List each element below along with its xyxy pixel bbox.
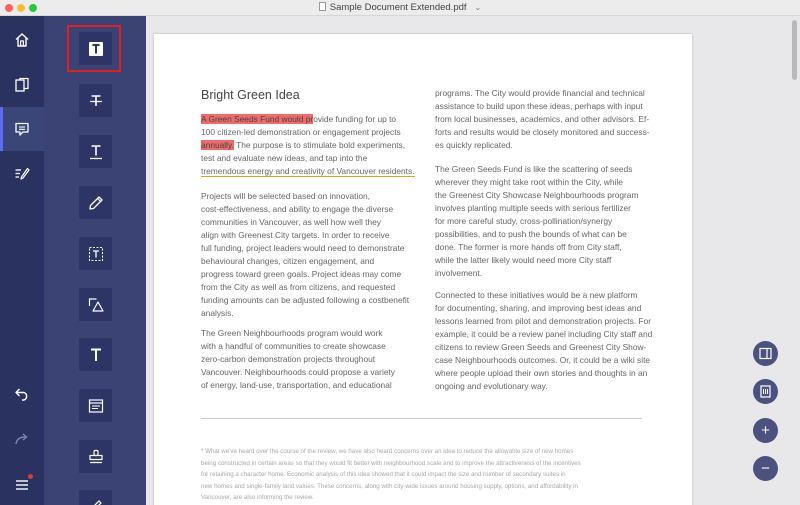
stamp-tool-button[interactable] — [79, 440, 112, 473]
side-panel-button[interactable] — [753, 341, 778, 366]
vertical-scrollbar[interactable] — [792, 20, 797, 80]
footnote: * What we've heard over the course of the review, we have also heard concerns over an idea to reduce the allowable size of new homes being constructed in certain areas so that they would fit better with neighbourhood scale and to improve the attractiveness of the incentives for retaining a character home. Economic analysis of this idea showed that it could impact the size and number of secondary suites in new homes and single-family land values. These concerns, along with city-wide issues around housing supply, options, and affordability in Vancouver, are also informing the review. — [201, 448, 581, 501]
note-card-tool-button[interactable] — [79, 389, 112, 422]
document-icon — [319, 2, 326, 11]
undo-icon — [14, 386, 30, 402]
typewriter-text-icon — [88, 347, 104, 363]
zoom-in-button[interactable] — [753, 418, 778, 443]
pages-button[interactable] — [0, 63, 44, 107]
underline-text-icon — [88, 144, 104, 160]
underline-tool-button[interactable] — [79, 135, 112, 168]
plus-icon: + — [761, 422, 770, 439]
typewriter-tool-button[interactable] — [79, 338, 112, 371]
window-title[interactable] — [0, 1, 800, 15]
notification-badge — [28, 474, 33, 479]
pencil-tool-button[interactable] — [79, 186, 112, 219]
left-navigation-bar — [0, 16, 44, 505]
title-bar — [0, 0, 800, 16]
comment-button[interactable] — [0, 107, 44, 151]
pencil-icon — [88, 195, 104, 211]
signature-tool-button[interactable] — [79, 490, 112, 505]
column2-paragraph2: The Green Seeds Fund is like the scattering of seeds wherever they might take root within the City, while the Greenest City Showcase Neighbourhoods program involves planting multiple seeds with serious fertilizer for more careful study, cross-pollination/synergy possibilities, and to push the bounds of what can be done. The former is more hands off from City staff, while the latter likely would need more City staff involvement. — [435, 164, 639, 279]
footnote-divider — [201, 418, 642, 419]
selected-tool-highlight — [67, 25, 121, 72]
underline-annotation[interactable]: tremendous energy and creativity of Vancouver residents. — [201, 166, 415, 177]
signature-icon — [88, 499, 104, 505]
page-layout-icon — [759, 385, 772, 398]
page-view-button[interactable] — [753, 379, 778, 404]
strikethrough-text-icon — [88, 93, 104, 109]
text-box-icon — [88, 246, 104, 262]
redo-icon — [14, 431, 30, 447]
column1-paragraph2: Projects will be selected based on innovation, cost-effectiveness, and ability to engage the diverse communities in Vancouver, as well how well they align with Greenest City targets. In order to receive full funding, project leaders would need to demonstrate behavioural changes, citizen engagement, and progress toward green goals. Project ideas may come from the City as well as from citizens, and requested funding amounts can be adjusted following a costbenefit analysis. — [201, 191, 410, 319]
window-title-text: Sample Document Extended.pdf — [329, 2, 467, 13]
column1-paragraph3: The Green Neighbourhoods program would work with a handful of communities to create showcase zero-carbon demonstration projects throughout Vancouver. Neighbourhoods could propose a variety of energy, land-use, transportation, and educational — [201, 328, 395, 391]
menu-button[interactable] — [0, 463, 44, 505]
stamp-icon — [88, 449, 104, 465]
redo-button[interactable] — [0, 417, 44, 461]
comment-icon — [14, 121, 30, 137]
red-highlight-annotation[interactable]: A Green Seeds Fund would pr — [201, 114, 314, 124]
text-box-tool-button[interactable] — [79, 237, 112, 270]
strikethrough-tool-button[interactable] — [79, 84, 112, 117]
menu-icon — [14, 477, 30, 493]
home-button[interactable] — [0, 18, 44, 62]
shapes-tool-button[interactable] — [79, 288, 112, 321]
home-icon — [14, 32, 30, 48]
undo-button[interactable] — [0, 372, 44, 416]
chevron-down-icon[interactable]: ⌄ — [474, 3, 482, 12]
zoom-out-button[interactable] — [753, 456, 778, 481]
edit-list-icon — [14, 166, 30, 182]
red-highlight-annotation[interactable]: annually. — [201, 140, 234, 151]
shapes-icon — [88, 297, 104, 313]
column2-paragraph3: Connected to these initiatives would be a new platform for documenting, sharing, and improving best ideas and lessons learned from pilot and demonstration projects. For example, it could be a review panel including City staff and citizens to review Green Seeds and Greenest City Show- case Neighbourhoods outcomes. Or, it could be a wiki site where people upload their own stories and thoughts in an ongoing and evolutionary way. — [435, 290, 653, 392]
side-panel-icon — [759, 347, 772, 360]
note-card-icon — [88, 398, 104, 414]
column1-paragraph1: A Green Seeds Fund would provide funding for up to 100 citizen-led demonstration or engagement projects annually. The purpose is to stimulate bold experiments, test and evaluate new ideas, and tap into the tremendous energy and creativity of Vancouver residents. — [201, 114, 415, 177]
edit-button[interactable] — [0, 152, 44, 196]
column2-paragraph1: programs. The City would provide financial and technical assistance to build upon these ideas, perhaps with input from local businesses, academics, and other advisors. Ef- forts and results would be closely monitored and success- es quickly replicated. — [435, 88, 650, 151]
document-heading: Bright Green Idea — [201, 88, 300, 102]
minus-icon: − — [761, 460, 770, 477]
pages-icon — [14, 77, 30, 93]
